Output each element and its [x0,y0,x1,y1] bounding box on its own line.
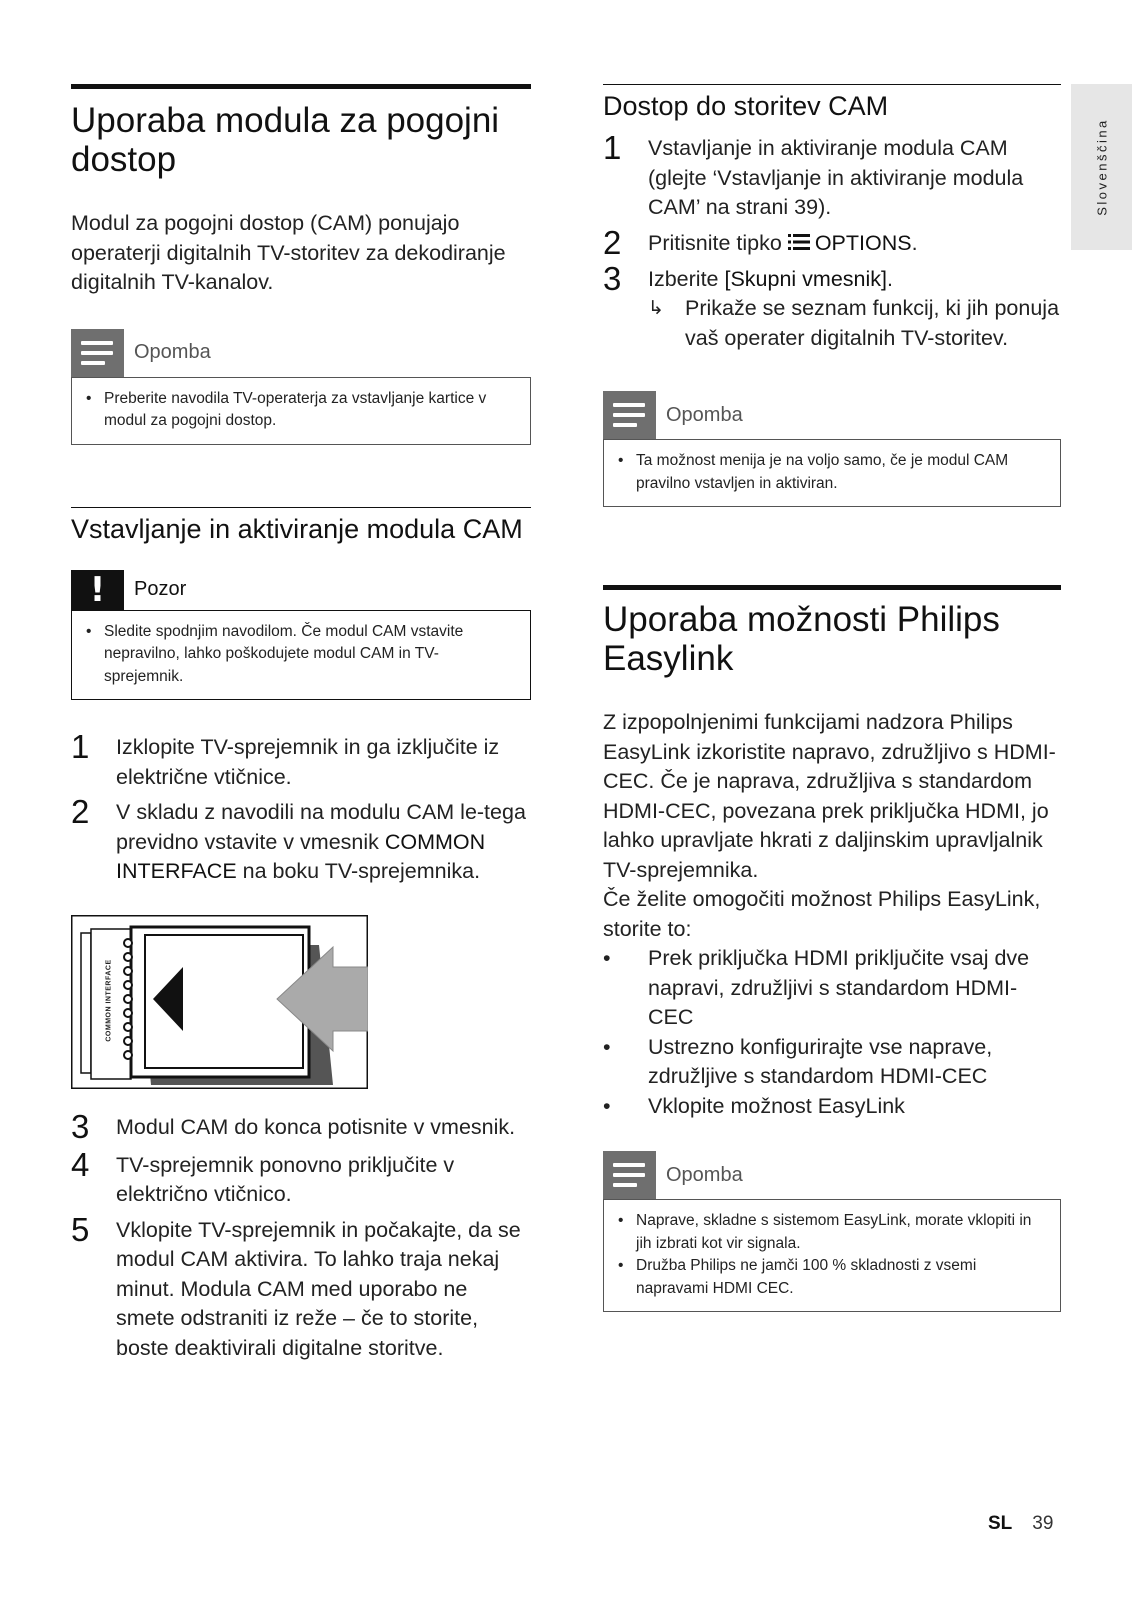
easylink-instructions: Če želite omogočiti možnost Philips EasyLink, storite to: [603,887,1041,941]
section-title-easylink: Uporaba možnosti Philips Easylink [603,600,1000,679]
ui-key-options: OPTIONS [814,230,912,255]
step-number: 3 [71,1108,90,1145]
section-rule [603,585,1061,590]
note-label: Opomba [666,1163,743,1186]
step-item [71,1145,531,1210]
step-text: Vstavljanje in aktiviranje modula CAM (glejte ‘Vstavljanje in aktiviranje modula CAM’ na strani 39). [648,136,1024,219]
options-icon [788,229,810,259]
language-tab [1071,84,1132,250]
step-text: na boku TV-sprejemnika. [236,859,481,883]
result-arrow-icon: ↳ [648,297,664,320]
section-title-cam-services: Dostop do storitev CAM [603,91,889,121]
note-icon [603,1151,656,1199]
caution-label: Pozor [134,578,187,600]
step-number: 1 [603,129,622,166]
result-text: Prikaže se seznam funkcij, ki jih ponuja vaš operater digitalnih TV-storitev. [685,296,1060,350]
list-item: • Vklopite možnost EasyLink [603,1092,1061,1122]
note-item: • Družba Philips ne jamči 100 % skladnosti z vsemi napravami HDMI CEC. [616,1255,1048,1300]
step-text: Izberite [648,266,725,291]
list-item: • Prek priključka HDMI priključite vsaj dve napravi, združljivi s standardom HDMI-CEC [603,944,1061,1033]
slot-label: COMMON INTERFACE [105,959,113,1042]
ui-key-common-interface-menu: [Skupni vmesnik] [724,266,887,291]
steps-list [71,728,531,887]
note-box [603,1151,1061,1312]
note-item: • Preberite navodila TV-operaterja za vstavljanje kartice v modul za pogojni dostop. [84,388,518,433]
cam-insertion-figure [71,915,368,1089]
step-text: Izklopite TV-sprejemnik in ga izključite iz električne vtičnice. [116,735,500,789]
step-number: 4 [71,1145,90,1183]
step-item [603,223,1061,261]
note-icon [71,329,124,377]
step-text: . [911,230,918,255]
step-text: V skladu z navodili na modulu CAM le-tega previdno vstavite v vmesnik [116,800,526,854]
ui-key-common-interface: COMMON INTERFACE [116,829,486,883]
note-label: Opomba [666,403,743,426]
step-number: 1 [71,728,90,765]
note-item: • Naprave, skladne s sistemom EasyLink, morate vklopiti in jih izbrati kot vir signala. [616,1210,1048,1255]
step-number: 2 [603,223,622,261]
step-item [71,728,531,792]
note-label: Opomba [134,341,211,363]
step-result [648,294,1061,353]
step-text: Vklopite TV-sprejemnik in počakajte, da se modul CAM aktivira. To lahko traja nekaj minut. Modula CAM med uporabo ne smete odstraniti iz reže – če to storite, boste deaktivirali digitalne storitve. [116,1217,521,1360]
step-item [603,259,1061,354]
step-text: TV-sprejemnik ponovno priključite v električno vtičnico. [116,1152,455,1206]
page-title: Uporaba modula za pogojni dostop [71,101,500,179]
step-item [71,1108,531,1145]
note-item: • Ta možnost menija je na voljo samo, če je modul CAM pravilno vstavljen in aktiviran. [616,450,1048,495]
section-title-insert-cam: Vstavljanje in aktiviranje modula CAM [71,513,523,544]
list-item: • Ustrezno konfigurirajte vse naprave, združljive s standardom HDMI-CEC [603,1033,1061,1092]
section-rule [71,84,531,89]
note-box [603,391,1061,507]
step-item [71,793,531,887]
step-text: Pritisnite tipko [648,230,788,255]
left-column [71,84,531,887]
page-footer [988,1513,1053,1535]
easylink-bullets [603,944,1061,1121]
right-column [603,84,1061,1312]
steps-list [603,129,1061,353]
section-rule [71,507,531,508]
step-text: . [887,266,893,291]
steps-list [71,1108,531,1363]
page-number: 39 [1032,1513,1054,1534]
footer-language: SL [988,1513,1013,1534]
language-tab-label: Slovenščina [1094,118,1109,216]
cam-slot-illustration [71,915,368,1089]
easylink-paragraph: Z izpopolnjenimi funkcijami nadzora Philips EasyLink izkoristite napravo, združljivo s HDMI-CEC. Če je naprava, združljiva s standardom HDMI-CEC, povezana prek priključka HDMI, jo lahko upravljate hkrati z daljinskim upravljalnik TV-sprejemnika. [603,710,1056,882]
caution-box [71,570,531,701]
step-number: 2 [71,793,90,830]
step-number: 5 [71,1210,90,1248]
step-item [603,129,1061,223]
intro-paragraph: Modul za pogojni dostop (CAM) ponujajo operaterji digitalnih TV-storitev za dekodiranje digitalnih TV-kanalov. [71,211,506,294]
step-text: Modul CAM do konca potisnite v vmesnik. [116,1115,516,1139]
step-item [71,1210,531,1364]
caution-item: • Sledite spodnjim navodilom. Če modul CAM vstavite nepravilno, lahko poškodujete modul CAM in TV-sprejemnik. [84,621,518,689]
note-icon [603,391,656,439]
warning-icon: ! [71,570,124,610]
left-steps-continued [71,1108,531,1363]
note-box [71,329,531,445]
section-rule [603,84,1061,85]
step-number: 3 [603,259,622,297]
